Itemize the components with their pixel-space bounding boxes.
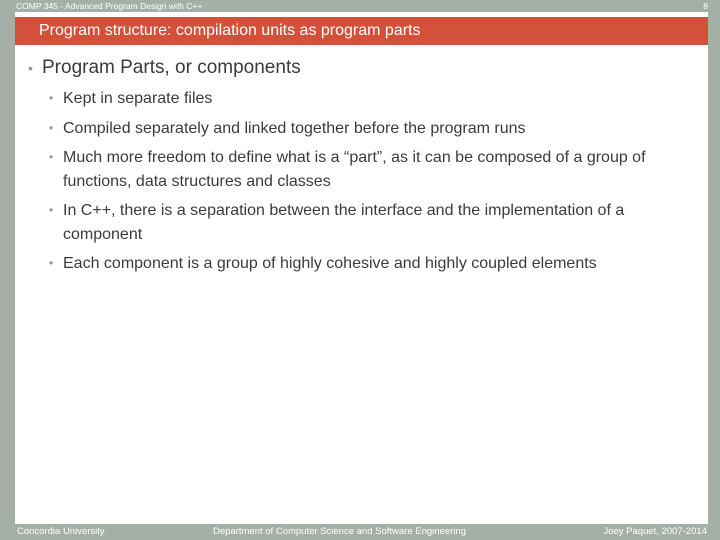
sub-bullet — [28, 199, 698, 246]
sub-bullet-text: Much more freedom to define what is a “part”, as it can be composed of a group of functions, data structures and classes — [63, 149, 646, 190]
main-bullet-text: Program Parts, or components — [42, 57, 301, 78]
sub-bullet-text: Each component is a group of highly cohesive and highly coupled elements — [63, 255, 597, 272]
sub-bullet-text: Compiled separately and linked together before the program runs — [63, 119, 526, 137]
sub-bullet — [28, 252, 698, 276]
sub-bullet — [28, 87, 698, 111]
bullet-icon: • — [49, 120, 54, 135]
bullet-icon: • — [28, 60, 33, 76]
sub-bullet-text: In C++, there is a separation between the interface and the implementation of a component — [63, 202, 625, 243]
bullet-icon: • — [49, 91, 54, 105]
sub-bullet-text: Kept in separate files — [63, 90, 213, 107]
sub-bullet-list — [28, 87, 698, 276]
bullet-icon: • — [49, 256, 54, 270]
bullet-icon: • — [49, 150, 54, 164]
title-bar — [15, 17, 708, 45]
slide-body — [28, 55, 698, 282]
footer-department: Department of Computer Science and Software Engineering — [213, 526, 466, 537]
bullet-icon: • — [49, 203, 54, 217]
footer-author: Joey Paquet, 2007-2014 — [603, 526, 707, 537]
course-title: COMP 345 - Advanced Program Design with C++ — [16, 1, 203, 11]
sub-bullet — [28, 146, 698, 193]
footer-university: Concordia University — [17, 526, 105, 537]
main-bullet — [28, 55, 698, 81]
slide-title: Program structure: compilation units as program parts — [39, 22, 421, 39]
sub-bullet — [28, 117, 698, 141]
slide-number: 8 — [703, 1, 708, 11]
top-bar — [0, 0, 720, 12]
footer-bar — [0, 524, 720, 540]
